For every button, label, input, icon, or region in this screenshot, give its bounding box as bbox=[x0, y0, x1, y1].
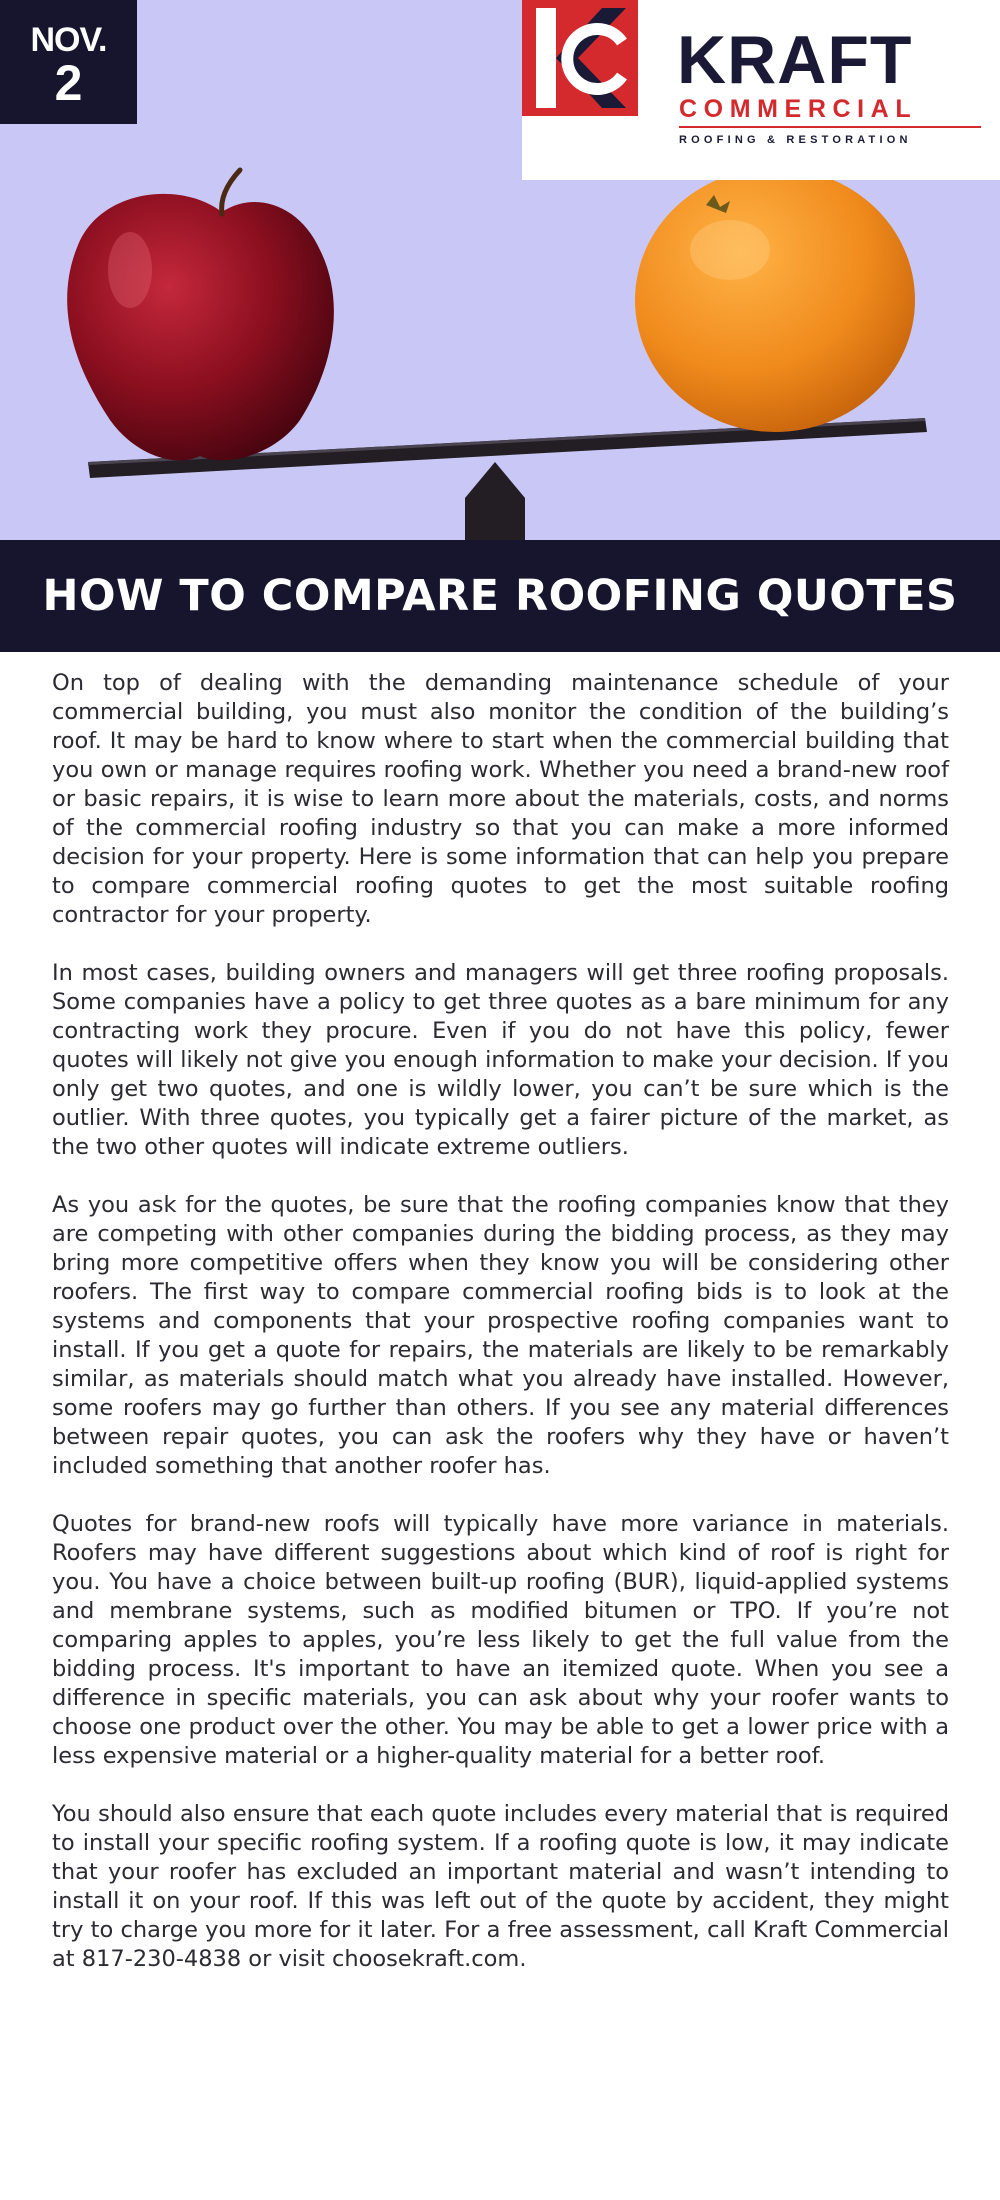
scale-fulcrum bbox=[465, 462, 525, 540]
date-month: NOV. bbox=[30, 21, 107, 59]
title-banner bbox=[0, 540, 1000, 652]
article-body bbox=[52, 669, 949, 2003]
date-day: 2 bbox=[54, 55, 83, 111]
apple bbox=[67, 170, 334, 460]
logo-name: KRAFT bbox=[677, 22, 913, 98]
logo-divider bbox=[679, 126, 981, 128]
logo-subname: COMMERCIAL bbox=[679, 95, 918, 123]
kc-logo-icon bbox=[522, 0, 638, 116]
paragraph: You should also ensure that each quote includes every material that is required to install your specific roofing system. If a roofing quote is low, it may indicate that your roofer has excluded an important material and wasn’t intending to install it on your roof. If this was left out of the quote by accident, they might try to charge you more for it later. For a free assessment, call Kraft Commercial at 817-230-4838 or visit choosekraft.com. bbox=[52, 1801, 949, 1972]
orange bbox=[635, 168, 915, 432]
company-logo bbox=[522, 0, 1000, 180]
logo-tagline: ROOFING & RESTORATION bbox=[679, 134, 912, 146]
article-title: HOW TO COMPARE ROOFING QUOTES bbox=[42, 571, 958, 621]
paragraph: As you ask for the quotes, be sure that the roofing companies know that they are competing with other companies during the bidding process, as they may bring more competitive offers when they know you will be considering other roofers. The first way to compare commercial roofing bids is to look at the systems and components that your prospective roofing companies want to install. If you get a quote for repairs, the materials are likely to be remarkably similar, as materials should match what you already have installed. However, some roofers may go further than others. If you see any material differences between repair quotes, you can ask the roofers why they have or haven’t included something that another roofer has. bbox=[52, 1192, 949, 1479]
hero-image bbox=[0, 0, 1000, 540]
paragraph: In most cases, building owners and managers will get three roofing proposals. Some companies have a policy to get three quotes as a bare minimum for any contracting work they procure. Even if you do not have this policy, fewer quotes will likely not give you enough information to make your decision. If you only get two quotes, and one is wildly lower, you can’t be sure which is the outlier. With three quotes, you typically get a fairer picture of the market, as the two other quotes will indicate extreme outliers. bbox=[52, 960, 949, 1160]
date-badge bbox=[0, 0, 137, 124]
paragraph: Quotes for brand-new roofs will typically have more variance in materials. Roofers may have different suggestions about which kind of roof is right for you. You have a choice between built-up roofing (BUR), liquid-applied systems and membrane systems, such as modified bitumen or TPO. If you’re not comparing apples to apples, you’re less likely to get the full value from the bidding process. It's important to have an itemized quote. When you see a difference in specific materials, you can ask about why your roofer wants to choose one product over the other. You may be able to get a lower price with a less expensive material or a higher-quality material for a better roof. bbox=[52, 1511, 949, 1769]
paragraph: On top of dealing with the demanding maintenance schedule of your commercial building, you must also monitor the condition of the building’s roof. It may be hard to know where to start when the commercial building that you own or manage requires roofing work. Whether you need a brand-new roof or basic repairs, it is wise to learn more about the materials, costs, and norms of the commercial roofing industry so that you can make a more informed decision for your property. Here is some information that can help you prepare to compare commercial roofing quotes to get the most suitable roofing contractor for your property. bbox=[52, 670, 949, 928]
